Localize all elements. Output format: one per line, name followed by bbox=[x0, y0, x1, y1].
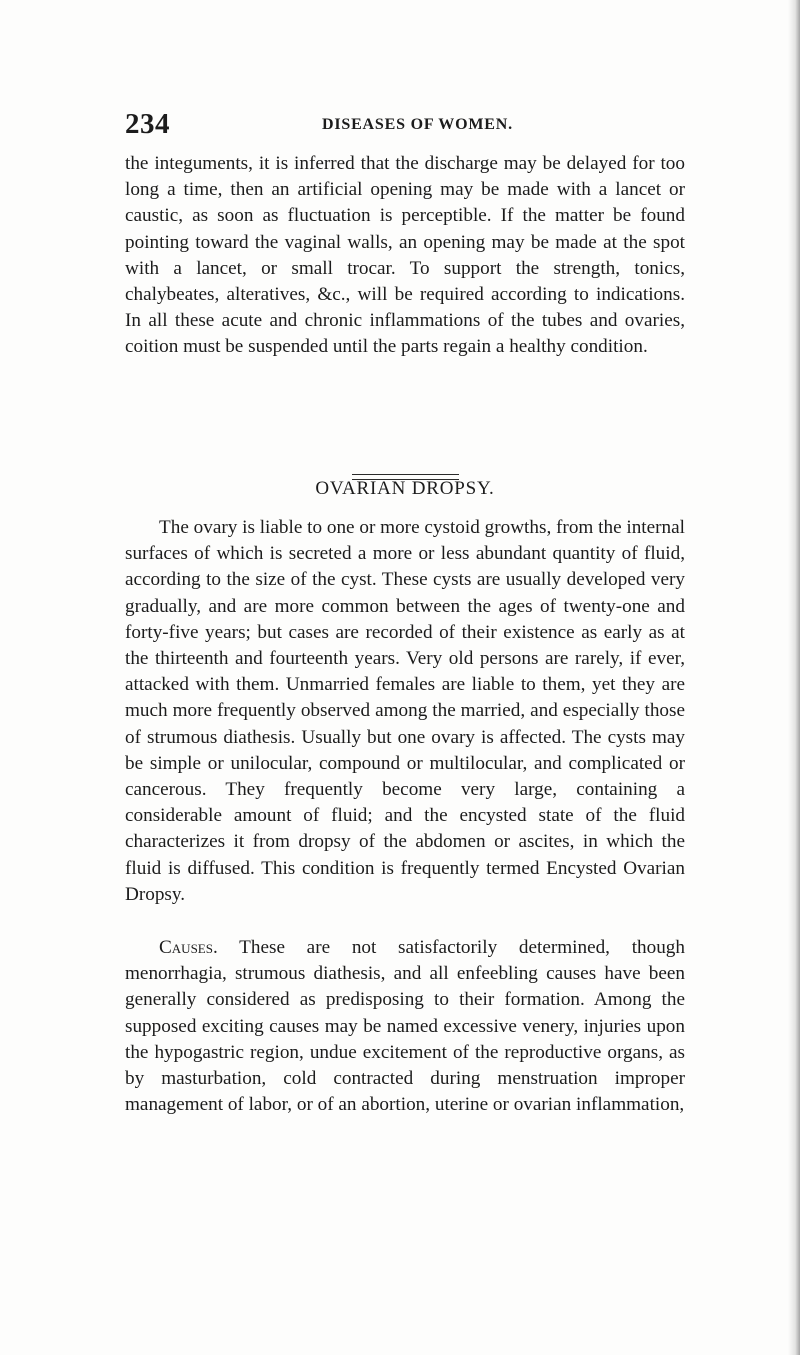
paragraph-2: The ovary is liable to one or more cystoid growths, from the internal surfaces of which is secreted a more or less abundant quantity of fluid, according to the size of the cyst. These cysts are usually developed very gradually, and are more common between the ages of twenty-one and forty-five years; but cases are recorded of their existence as early as at the thirteenth and fourteenth years. Very old persons are rarely, if ever, attacked with them. Unmarried females are liable to them, yet they are much more frequently observed among the married, and especially those of strumous diathesis. Usually but one ovary is affected. The cysts may be simple or unilocular, compound or multilocular, and complicated or cancerous. They frequently become very large, containing a considerable amount of fluid; and the encysted state of the fluid characterizes it from dropsy of the abdomen or ascites, in which the fluid is diffused. This condition is frequently termed Encysted Ovarian Dropsy. bbox=[125, 517, 685, 905]
paragraph-3 bbox=[125, 935, 685, 1118]
paragraph-1: the integuments, it is inferred that the discharge may be delayed for too long a time, then an artificial opening may be made with a lancet or caustic, as soon as fluctuation is perceptible. If the matter be found pointing toward the vaginal walls, an opening may be made at the spot with a lancet, or small trocar. To support the strength, tonics, chalybeates, alteratives, &c., will be required according to indications. In all these acute and chronic inflammations of the tubes and ovaries, coition must be suspended until the parts regain a healthy condition. bbox=[125, 153, 685, 358]
page-edge-shadow bbox=[788, 0, 800, 1355]
paragraph-3-lead: Causes. bbox=[159, 937, 218, 958]
running-head bbox=[125, 108, 685, 142]
paragraph-3-body: These are not satisfactorily determined, though menorrhagia, strumous diathesis, and all enfeebling causes have been generally considered as predisposing to their formation. Among the supposed exciting causes may be named excessive venery, injuries upon the hypogastric region, undue excitement of the reproductive organs, as by masturbation, cold contracted during menstruation improper management of labor, or of an abortion, uterine or ovarian inflammation, bbox=[125, 937, 685, 1116]
page-number: 234 bbox=[125, 108, 170, 140]
section-title: OVARIAN DROPSY. bbox=[315, 478, 495, 499]
running-title: DISEASES OF WOMEN. bbox=[322, 116, 513, 133]
